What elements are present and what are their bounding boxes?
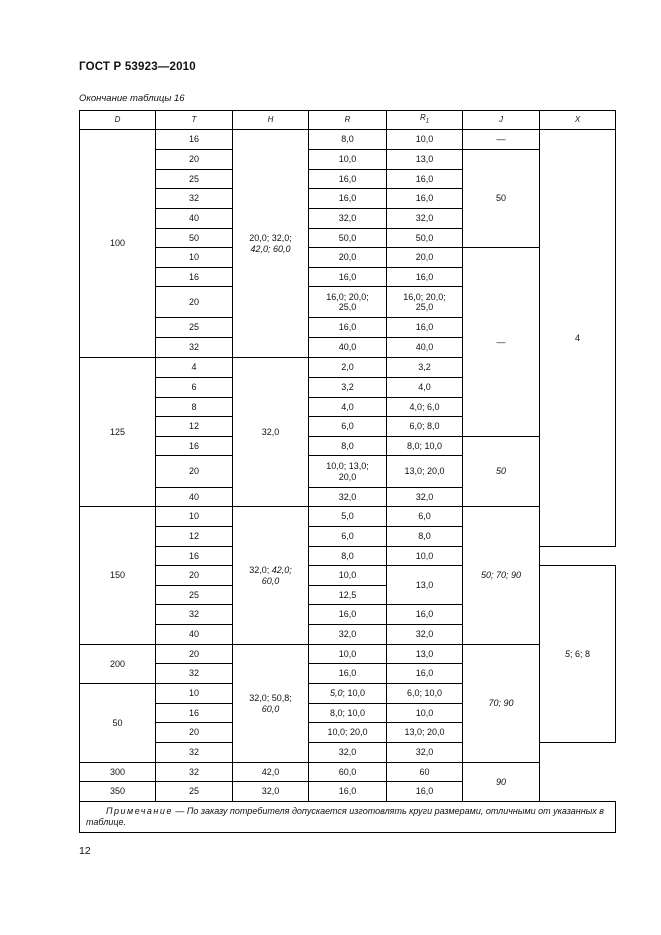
cell-r1: 8,0: [387, 527, 463, 547]
cell-t: 20: [156, 566, 233, 586]
cell-t: 32: [156, 664, 233, 684]
cell-t: 20: [156, 723, 233, 743]
cell-j: 70; 90: [463, 645, 540, 763]
cell-r: 32,0: [309, 488, 387, 507]
cell-j: —: [463, 248, 540, 437]
col-header-j: J: [463, 111, 540, 130]
cell-r1: 16,0: [387, 189, 463, 209]
cell-r: 16,0: [309, 268, 387, 287]
cell-r: 2,0: [309, 358, 387, 378]
table-caption: Окончание таблицы 16: [79, 93, 185, 104]
cell-t: 32: [156, 763, 233, 782]
cell-r1: 13,0: [387, 645, 463, 664]
cell-r: 8,0: [309, 130, 387, 150]
cell-r1: 6,0; 8,0: [387, 417, 463, 437]
cell-d: 300: [80, 763, 156, 782]
cell-r: 8,0: [309, 547, 387, 566]
cell-t: 16: [156, 268, 233, 287]
cell-t: 50: [156, 229, 233, 248]
cell-r: 8,0; 10,0: [309, 704, 387, 723]
cell-h-line: 60,0: [261, 575, 280, 586]
cell-r1: 13,0; 20,0: [387, 723, 463, 743]
cell-r: 10,0: [309, 566, 387, 586]
cell-r-line: 25,0: [338, 302, 357, 312]
cell-r1-line: 25,0: [415, 302, 434, 312]
cell-d: 350: [80, 782, 156, 802]
cell-r: 50,0: [309, 229, 387, 248]
cell-r-part: 5,0: [329, 688, 343, 699]
col-header-r1-sub: 1: [425, 118, 430, 125]
cell-r: 20,0: [309, 248, 387, 268]
note-text: — По заказу потребителя допускается изготовлять круги размерами, отличными от указанных в таблице.: [86, 805, 605, 827]
col-header-x: X: [540, 111, 616, 130]
cell-t: 16: [156, 130, 233, 150]
cell-x: [540, 566, 616, 743]
cell-r1: 16,0: [387, 782, 463, 802]
cell-h-line: 32,0;: [249, 565, 270, 575]
cell-r: 10,0: [309, 645, 387, 664]
cell-j: 50: [463, 150, 540, 248]
document-id: ГОСТ Р 53923—2010: [79, 61, 196, 73]
col-header-t: T: [156, 111, 233, 130]
cell-r1: 32,0: [387, 209, 463, 229]
cell-h: 32,0: [233, 782, 309, 802]
cell-r1: 60: [387, 763, 463, 782]
cell-r: 32,0: [309, 625, 387, 645]
cell-r1: 16,0: [387, 268, 463, 287]
cell-t: 4: [156, 358, 233, 378]
cell-d: 125: [80, 358, 156, 507]
cell-d: 100: [80, 130, 156, 358]
table-note: [80, 802, 616, 833]
cell-h-line: 32,0; 50,8;: [249, 693, 292, 703]
cell-r: 10,0; 20,0: [309, 723, 387, 743]
cell-r-line: 20,0: [338, 471, 357, 482]
table-row: [80, 645, 616, 664]
cell-r-part: ; 10,0: [342, 688, 366, 699]
cell-t: 6: [156, 378, 233, 398]
cell-r1: 10,0: [387, 130, 463, 150]
cell-r: 60,0: [309, 763, 387, 782]
cell-r1: 20,0: [387, 248, 463, 268]
cell-t: 10: [156, 684, 233, 704]
cell-t: 10: [156, 248, 233, 268]
cell-h-line: 60,0: [261, 703, 280, 714]
cell-h: [233, 645, 309, 763]
cell-j: 50; 70; 90: [463, 507, 540, 645]
col-header-r1-base: R: [419, 112, 426, 122]
cell-r1: 6,0: [387, 507, 463, 527]
cell-r1: 3,2: [387, 358, 463, 378]
cell-d: 200: [80, 645, 156, 684]
table-row: [80, 248, 616, 268]
cell-r1: 6,0; 10,0: [387, 684, 463, 704]
cell-r1: [387, 287, 463, 318]
cell-r: 16,0: [309, 318, 387, 338]
cell-r: 16,0: [309, 189, 387, 209]
cell-d: 50: [80, 684, 156, 763]
cell-r: 4,0: [309, 398, 387, 417]
cell-r: 32,0: [309, 209, 387, 229]
cell-x: 4: [540, 130, 616, 547]
cell-h: [233, 507, 309, 645]
col-header-h: H: [233, 111, 309, 130]
col-header-r: R: [309, 111, 387, 130]
cell-t: 40: [156, 209, 233, 229]
cell-r: [309, 684, 387, 704]
cell-r: 6,0: [309, 417, 387, 437]
cell-t: 40: [156, 625, 233, 645]
cell-h: 42,0: [233, 763, 309, 782]
cell-j: —: [463, 130, 540, 150]
table-row: [80, 150, 616, 170]
cell-h-line: 20,0; 32,0;: [249, 233, 292, 243]
cell-r: [309, 456, 387, 488]
cell-t: 20: [156, 645, 233, 664]
cell-r: 5,0: [309, 507, 387, 527]
cell-r1: 16,0: [387, 605, 463, 625]
cell-t: 32: [156, 189, 233, 209]
col-header-r1: [387, 111, 463, 130]
cell-t: 32: [156, 743, 233, 763]
table-row: [80, 763, 616, 782]
cell-r1: 32,0: [387, 743, 463, 763]
cell-h: 32,0: [233, 358, 309, 507]
cell-t: 16: [156, 437, 233, 456]
cell-j: 90: [463, 763, 540, 802]
cell-r1: 32,0: [387, 625, 463, 645]
cell-r-line: 16,0; 20,0;: [326, 291, 369, 302]
cell-x-part: ; 6; 8: [570, 648, 591, 659]
cell-r1: 10,0: [387, 547, 463, 566]
cell-r1: 40,0: [387, 338, 463, 358]
cell-r1: 16,0: [387, 170, 463, 189]
cell-t: 25: [156, 586, 233, 605]
cell-r1: 10,0: [387, 704, 463, 723]
cell-t: 20: [156, 150, 233, 170]
cell-t: 32: [156, 338, 233, 358]
col-header-d: D: [80, 111, 156, 130]
cell-r: 6,0: [309, 527, 387, 547]
cell-r1: 13,0: [387, 150, 463, 170]
cell-t: 25: [156, 318, 233, 338]
cell-h-line: 42,0; 60,0: [250, 243, 291, 254]
cell-r: 40,0: [309, 338, 387, 358]
table-header-row: [80, 111, 616, 130]
cell-t: 12: [156, 527, 233, 547]
cell-r1-line: 16,0; 20,0;: [403, 291, 446, 302]
cell-j: 50: [463, 437, 540, 507]
cell-x-part: 5: [564, 648, 570, 659]
cell-r: 12,5: [309, 586, 387, 605]
cell-r1: 4,0; 6,0: [387, 398, 463, 417]
table-row: [80, 437, 616, 456]
cell-r: 10,0: [309, 150, 387, 170]
cell-r-line: 10,0; 13,0;: [326, 461, 369, 471]
cell-r: 16,0: [309, 782, 387, 802]
cell-r: 32,0: [309, 743, 387, 763]
cell-r: 16,0: [309, 605, 387, 625]
cell-h-line: 42,0;: [271, 565, 292, 575]
cell-r1: 8,0; 10,0: [387, 437, 463, 456]
cell-t: 25: [156, 782, 233, 802]
cell-r1: 50,0: [387, 229, 463, 248]
cell-r1: 32,0: [387, 488, 463, 507]
cell-t: 16: [156, 704, 233, 723]
cell-r: 16,0: [309, 170, 387, 189]
page-number: 12: [79, 845, 91, 857]
cell-t: 20: [156, 287, 233, 318]
cell-r1: 13,0: [387, 566, 463, 605]
cell-t: 12: [156, 417, 233, 437]
cell-r1: 4,0: [387, 378, 463, 398]
cell-t: 32: [156, 605, 233, 625]
cell-t: 40: [156, 488, 233, 507]
cell-d: 150: [80, 507, 156, 645]
cell-r: 3,2: [309, 378, 387, 398]
cell-h: [233, 130, 309, 358]
table-row: [80, 130, 616, 150]
cell-t: 10: [156, 507, 233, 527]
cell-t: 8: [156, 398, 233, 417]
cell-r: [309, 287, 387, 318]
cell-t: 16: [156, 547, 233, 566]
cell-r1: 16,0: [387, 318, 463, 338]
cell-r1: 13,0; 20,0: [387, 456, 463, 488]
cell-r: 8,0: [309, 437, 387, 456]
dimensions-table: [79, 110, 616, 833]
table-row: [80, 507, 616, 527]
cell-r1: 16,0: [387, 664, 463, 684]
note-label: Примечание: [106, 805, 173, 816]
cell-t: 20: [156, 456, 233, 488]
note-row: [80, 802, 616, 833]
cell-t: 25: [156, 170, 233, 189]
cell-r: 16,0: [309, 664, 387, 684]
